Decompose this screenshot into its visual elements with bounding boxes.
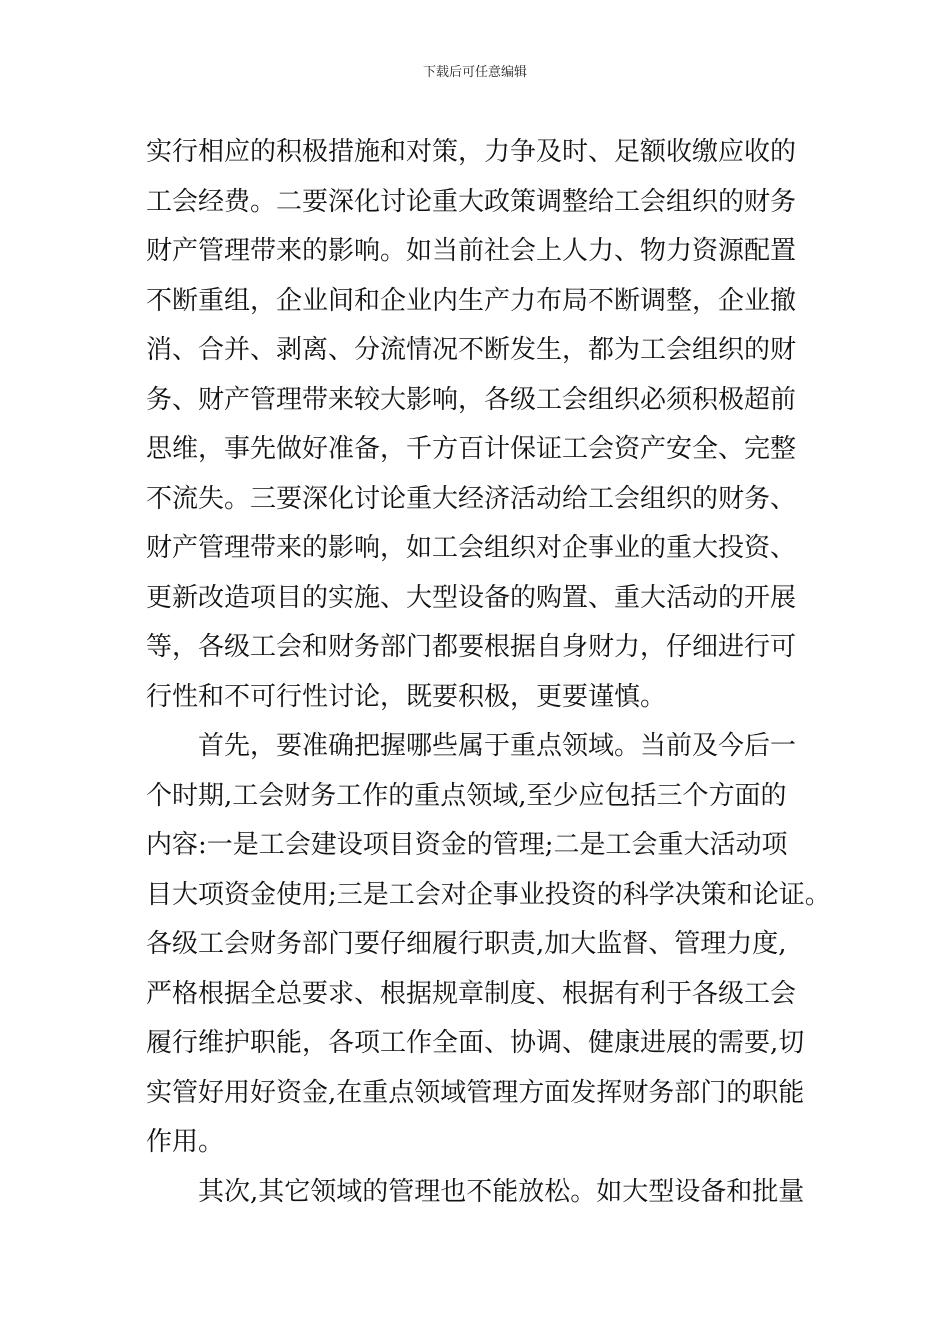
text-line: 履行维护职能，各项工作全面、协调、健康进展的需要,切 [146,1028,805,1058]
paragraph-first-line: 其次,其它领域的管理也不能放松。如大型设备和批量 [198,1176,805,1207]
text-line: 严格根据全总要求、根据规章制度、根据有利于各级工会 [146,978,797,1009]
text-line: 财产管理带来的影响。如当前社会上人力、物力资源配置 [146,236,797,266]
text-line: 不流失。三要深化讨论重大经济活动给工会组织的财务、 [146,483,797,514]
body-text [146,128,831,1217]
text-line: 个时期,工会财务工作的重点领域,至少应包括三个方面的 [146,780,787,811]
text-line: 实行相应的积极措施和对策，力争及时、足额收缴应收的 [146,137,797,167]
paragraph-first-line: 首先，要准确把握哪些属于重点领域。当前及今后一 [198,731,797,761]
text-line: 消、合并、剥离、分流情况不断发生，都为工会组织的财 [146,335,797,365]
text-line: 等，各级工会和财务部门都要根据自身财力，仔细进行可 [146,632,797,662]
text-line: 作用。 [146,1127,225,1157]
text-line: 工会经费。二要深化讨论重大政策调整给工会组织的财务 [146,186,797,217]
text-line: 思维，事先做好准备，千方百计保证工会资产安全、完整 [146,434,797,464]
text-line: 行性和不可行性讨论，既要积极，更要谨慎。 [146,681,667,712]
text-line: 更新改造项目的实施、大型设备的购置、重大活动的开展 [146,582,797,613]
text-line: 财产管理带来的影响，如工会组织对企事业的重大投资、 [146,533,797,563]
text-line: 实管好用好资金,在重点领域管理方面发挥财务部门的职能 [146,1077,805,1108]
text-line: 务、财产管理带来较大影响，各级工会组织必须积极超前 [146,384,797,415]
text-line: 各级工会财务部门要仔细履行职责,加大监督、管理力度, [146,929,787,959]
text-line: 内容:一是工会建设项目资金的管理;二是工会重大活动项 [146,830,788,860]
page-header: 下载后可任意编辑 [422,65,527,80]
text-line: 目大项资金使用;三是工会对企事业投资的科学决策和论证。 [146,879,831,910]
text-line: 不断重组，企业间和企业内生产力布局不断调整，企业撤 [146,285,797,316]
